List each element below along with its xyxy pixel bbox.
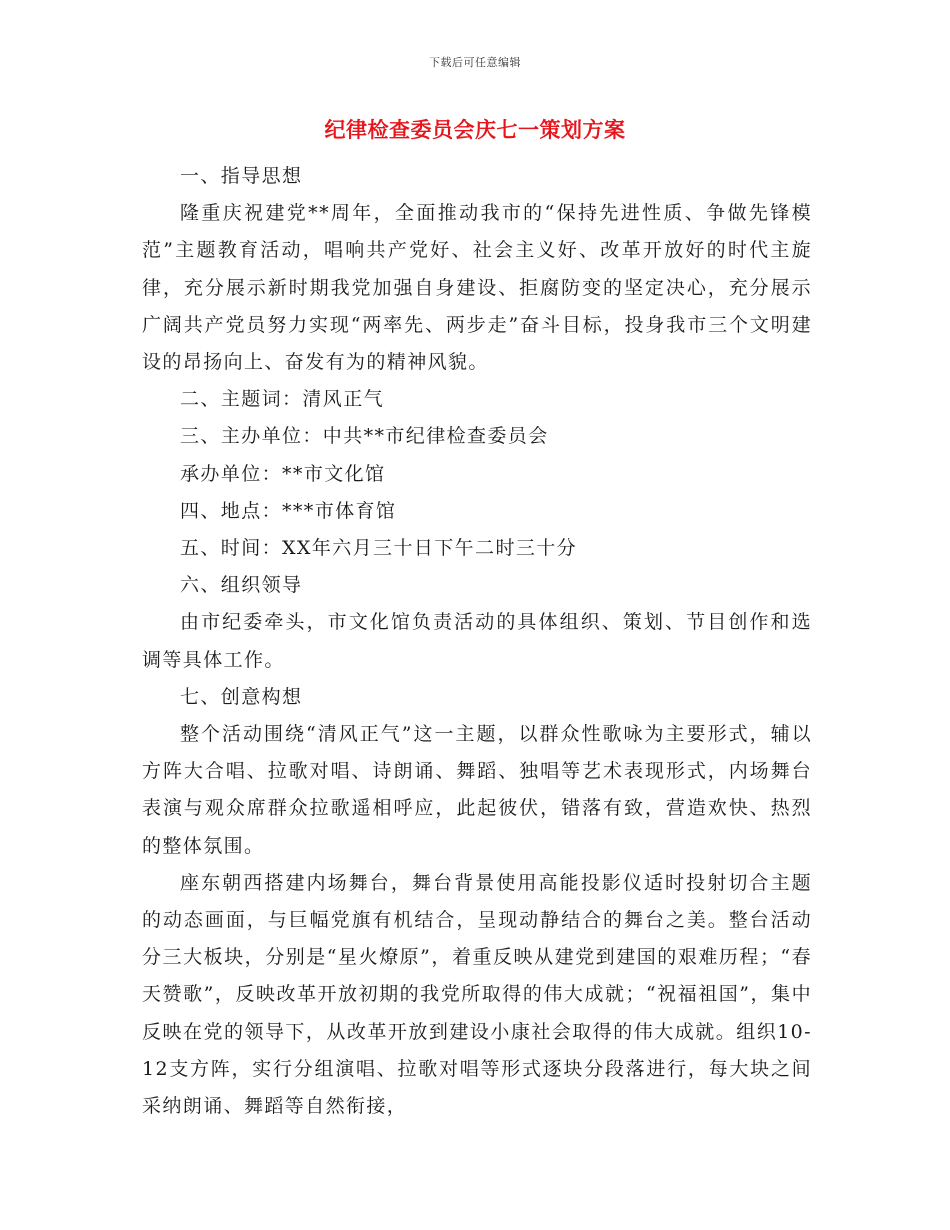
section-time: 五、时间：XX年六月三十日下午二时三十分 xyxy=(180,537,578,560)
section-heading-guiding-ideology: 一、指导思想 xyxy=(180,165,303,187)
paragraph-leadership: 由市纪委牵头，市文化馆负责活动的具体组织、策划、节目创作和选调等具体工作。 xyxy=(142,611,812,671)
section-co-organizer: 承办单位：**市文化馆 xyxy=(180,462,386,485)
document-body xyxy=(142,158,812,1125)
section-heading-leadership: 六、组织领导 xyxy=(180,574,303,597)
paragraph-concept-1: 整个活动围绕“清风正气”这一主题，以群众性歌咏为主要形式，辅以方阵大合唱、拉歌对唱、诗朗诵、舞蹈、独唱等艺术表现形式，内场舞台表演与观众席群众拉歌遥相呼应，此起彼伏，错落有致，营造欢快、热烈的整体氛围。 xyxy=(142,723,812,857)
section-heading-concept: 七、创意构想 xyxy=(180,685,303,708)
document-title: 纪律检查委员会庆七一策划方案 xyxy=(324,117,626,142)
paragraph-guiding-ideology: 隆重庆祝建党**周年，全面推动我市的“保持先进性质、争做先锋模范”主题教育活动，唱响共产党好、社会主义好、改革开放好的时代主旋律，充分展示新时期我党加强自身建设、拒腐防变的坚定决心，充分展示广阔共产党员努力实现“两率先、两步走”奋斗目标，投身我市三个文明建设的昂扬向上、奋发有为的精神风貌。 xyxy=(142,202,812,374)
section-theme: 二、主题词：清风正气 xyxy=(180,388,385,411)
header-note: 下载后可任意编辑 xyxy=(429,56,521,69)
section-organizer: 三、主办单位：中共**市纪律检查委员会 xyxy=(180,425,549,448)
section-location: 四、地点：***市体育馆 xyxy=(180,499,397,522)
paragraph-concept-2: 座东朝西搭建内场舞台，舞台背景使用高能投影仪适时投射切合主题的动态画面，与巨幅党旗有机结合，呈现动静结合的舞台之美。整台活动分三大板块，分别是“星火燎原”，着重反映从建党到建国的艰难历程；“春天赞歌”，反映改革开放初期的我党所取得的伟大成就；“祝福祖国”，集中反映在党的领导下，从改革开放到建设小康社会取得的伟大成就。组织10-12支方阵，实行分组演唱、拉歌对唱等形式逐块分段落进行，每大块之间采纳朗诵、舞蹈等自然衔接， xyxy=(142,871,812,1118)
